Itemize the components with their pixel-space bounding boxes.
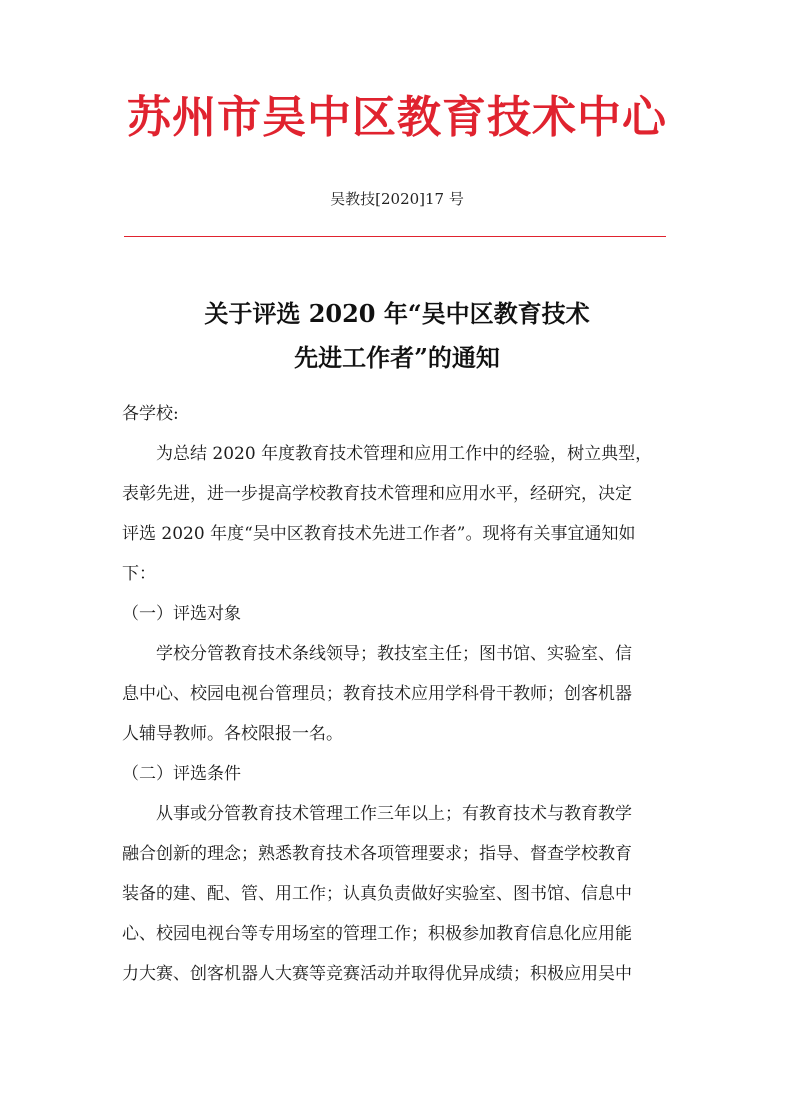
greeting: 各学校: xyxy=(122,404,179,424)
section-heading-criteria: （二）评选条件 xyxy=(122,764,241,784)
intro-line: 下： xyxy=(122,564,156,584)
organization-title: 苏州市吴中区教育技术中心 xyxy=(127,92,667,143)
intro-line: 评选 2020 年度“吴中区教育技术先进工作者”。现将有关事宜通知如 xyxy=(122,524,636,544)
section1-line: 学校分管教育技术条线领导；教技室主任；图书馆、实验室、信 xyxy=(156,644,632,664)
section2-line: 心、校园电视台等专用场室的管理工作；积极参加教育信息化应用能 xyxy=(122,924,632,944)
notice-title-line-1: 关于评选 2020 年“吴中区教育技术 xyxy=(204,299,590,328)
section2-line: 力大赛、创客机器人大赛等竞赛活动并取得优异成绩；积极应用吴中 xyxy=(122,964,632,984)
notice-title-line-2: 先进工作者”的通知 xyxy=(294,343,500,372)
section2-line: 融合创新的理念；熟悉教育技术各项管理要求；指导、督查学校教育 xyxy=(122,844,632,864)
section2-line: 装备的建、配、管、用工作；认真负责做好实验室、图书馆、信息中 xyxy=(122,884,632,904)
section2-line: 从事或分管教育技术管理工作三年以上；有教育技术与教育教学 xyxy=(156,804,632,824)
notice-title xyxy=(0,292,794,380)
section1-line: 息中心、校园电视台管理员；教育技术应用学科骨干教师；创客机器 xyxy=(122,684,632,704)
notice-body xyxy=(122,394,682,994)
red-divider-line xyxy=(124,236,666,237)
section1-line: 人辅导教师。各校限报一名。 xyxy=(122,724,343,744)
section-heading-eligibility: （一）评选对象 xyxy=(122,604,241,624)
intro-line: 为总结 2020 年度教育技术管理和应用工作中的经验，树立典型， xyxy=(156,444,653,464)
document-number: 吴教技[2020]17 号 xyxy=(330,190,464,208)
intro-line: 表彰先进，进一步提高学校教育技术管理和应用水平，经研究，决定 xyxy=(122,484,632,504)
